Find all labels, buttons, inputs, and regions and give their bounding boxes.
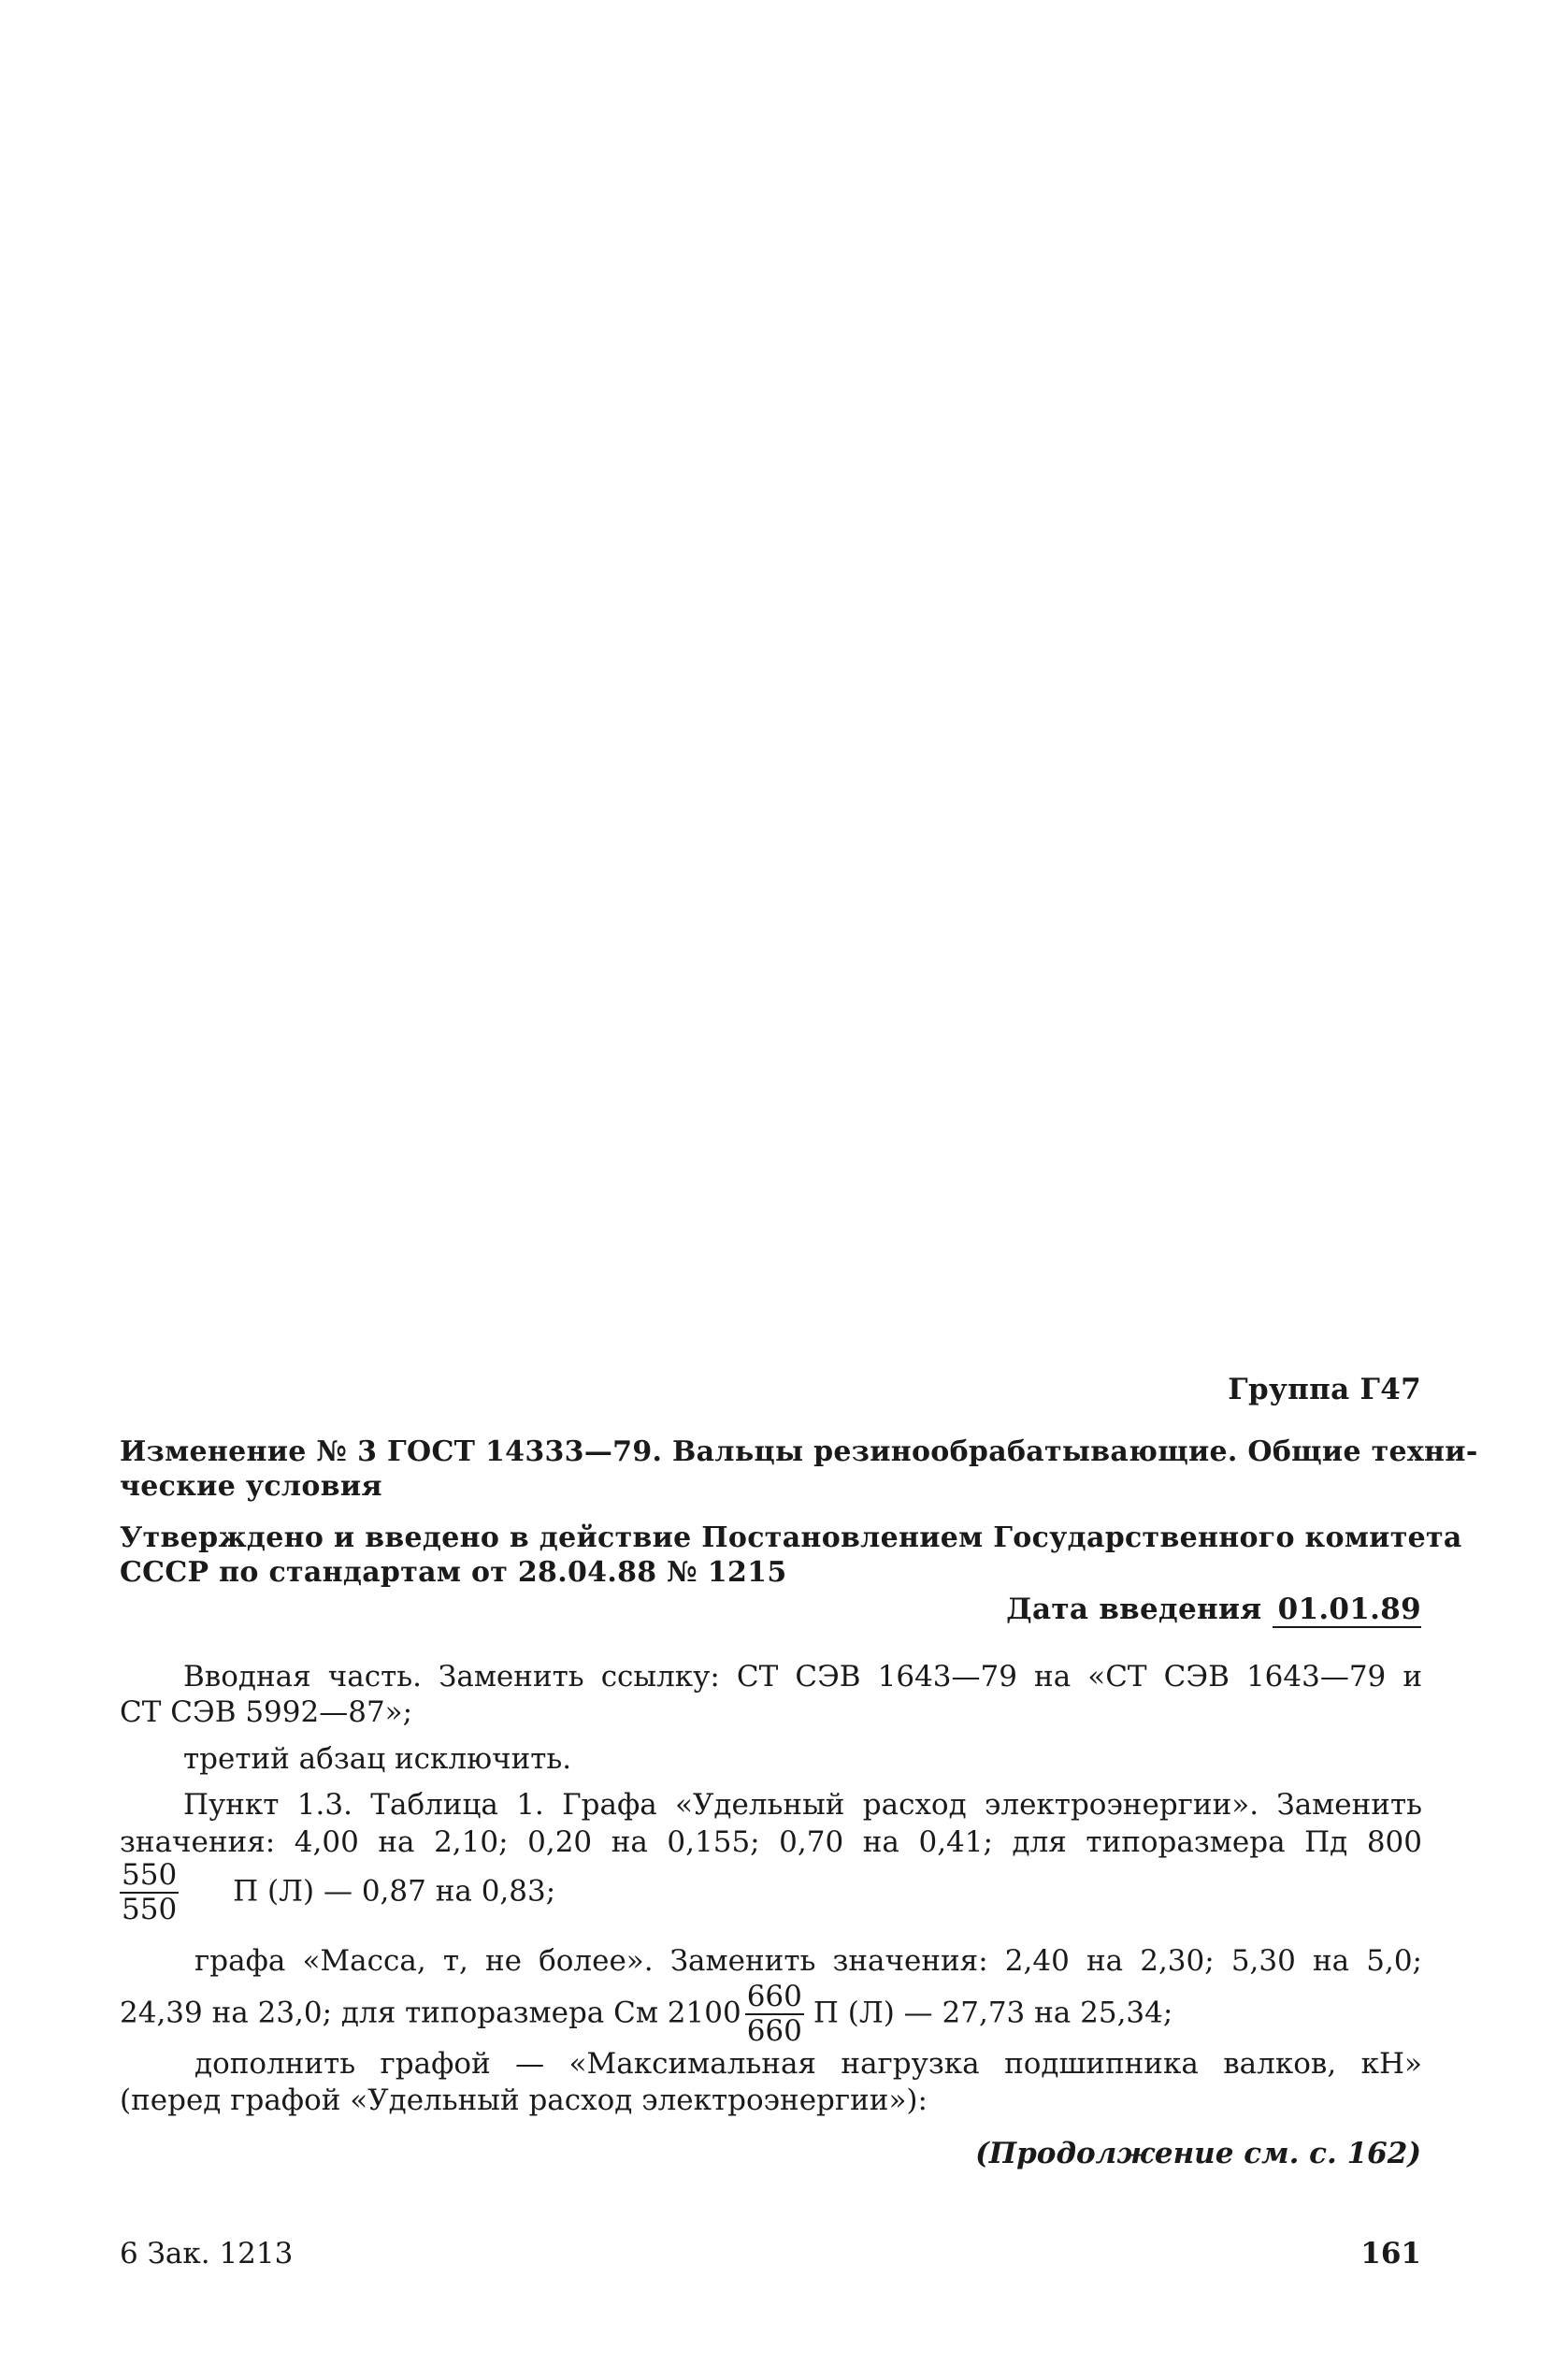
paragraph-item-1-3-line-3 (120, 1858, 556, 1926)
document-title-line-2: ческие условия (120, 1470, 382, 1503)
size-fraction-pd (120, 1858, 179, 1926)
fraction-denominator: 660 (746, 2014, 802, 2048)
paragraph-add-column-line-1: дополнить графой — «Максимальная нагрузка подшипника валков, кН» (194, 2047, 1422, 2081)
fraction-numerator: 660 (746, 1980, 802, 2013)
paragraph-mass-line-2 (120, 1982, 1172, 2046)
paragraph-mass-line-1: графа «Масса, т, не более». Заменить значения: 2,40 на 2,30; 5,30 на 5,0; (194, 1944, 1422, 1978)
paragraph-intro-line-2: СТ СЭВ 5992—87»; (120, 1695, 413, 1729)
fraction-denominator: 550 (122, 1893, 178, 1926)
paragraph-item-1-3-line-2: значения: 4,00 на 2,10; 0,20 на 0,155; 0,70 на 0,41; для типоразмера Пд 800 (120, 1825, 1422, 1859)
replacement-text: П (Л) — 0,87 на 0,83; (233, 1874, 556, 1909)
document-title-line-1: Изменение № 3 ГОСТ 14333—79. Вальцы резинообрабатывающие. Общие техни- (120, 1435, 1478, 1468)
paragraph-item-1-3-line-1: Пункт 1.3. Таблица 1. Графа «Удельный расход электроэнергии». Заменить (183, 1788, 1422, 1822)
effective-date-label: Дата введения (1006, 1593, 1262, 1626)
size-fraction-sm (745, 1982, 804, 2046)
mass-text-rest: П (Л) — 27,73 на 25,34; (813, 1996, 1173, 2030)
page-number: 161 (1360, 2237, 1421, 2270)
effective-date-value: 01.01.89 (1273, 1593, 1421, 1628)
group-label: Группа Г47 (1228, 1373, 1421, 1406)
continuation-note: (Продолжение см. с. 162) (975, 2137, 1421, 2170)
approval-line-2: СССР по стандартам от 28.04.88 № 1215 (120, 1556, 787, 1589)
fraction-numerator: 550 (122, 1858, 178, 1892)
paragraph-exclude: третий абзац исключить. (183, 1742, 572, 1776)
paragraph-intro-line-1: Вводная часть. Заменить ссылку: СТ СЭВ 1643—79 на «СТ СЭВ 1643—79 и (183, 1660, 1422, 1694)
footer-order-number: 6 Зак. 1213 (120, 2237, 294, 2270)
mass-text-start: 24,39 на 23,0; для типоразмера См 2100 (120, 1996, 741, 2030)
effective-date (1006, 1593, 1421, 1626)
approval-line-1: Утверждено и введено в действие Постановлением Государственного комитета (120, 1521, 1462, 1554)
paragraph-add-column-line-2: (перед графой «Удельный расход электроэнергии»): (120, 2083, 928, 2117)
